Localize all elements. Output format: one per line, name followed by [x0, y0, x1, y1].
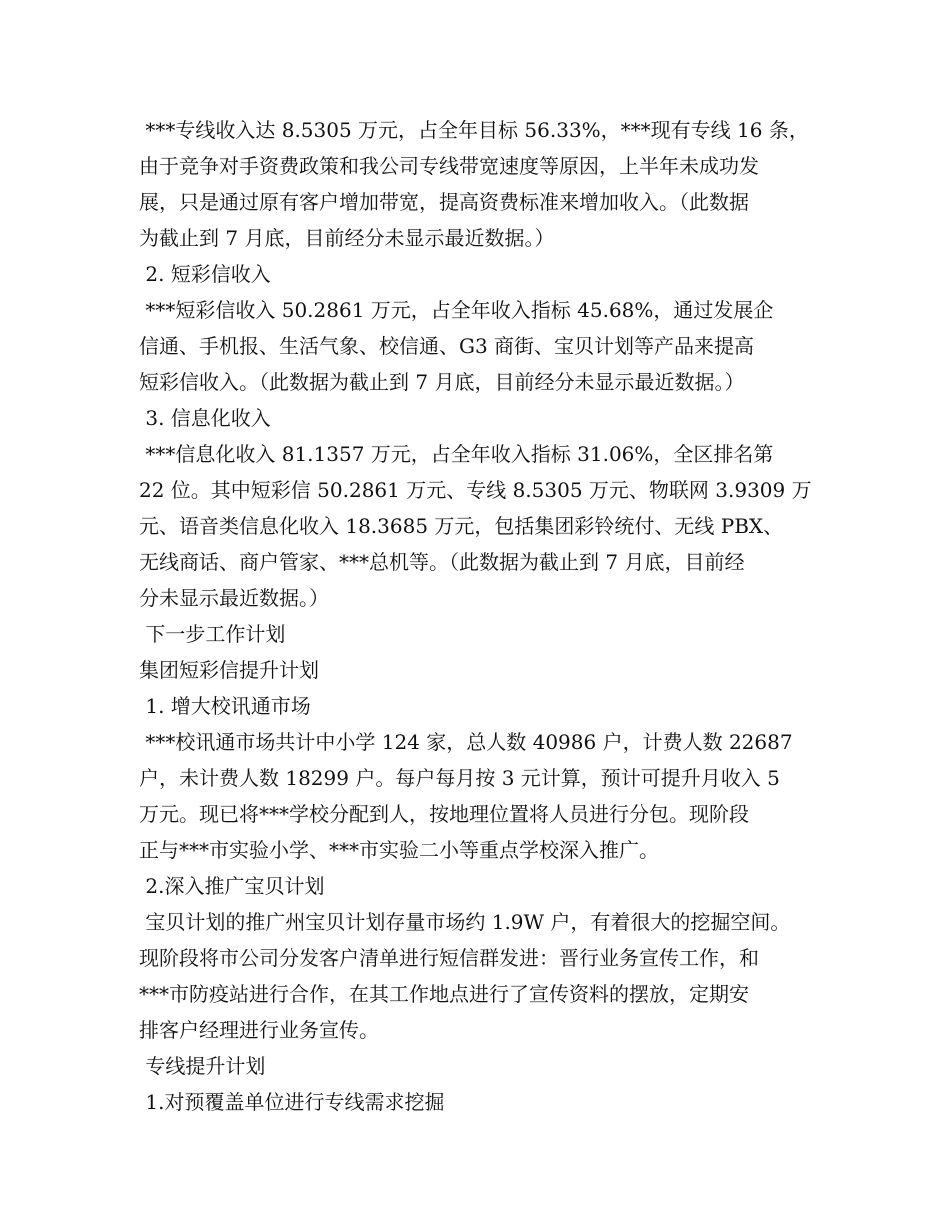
paragraph-line: 宝贝计划的推广州宝贝计划存量市场约 1.9W 户，有着很大的挖掘空间。 [139, 910, 791, 934]
paragraph-line: 分未显示最近数据。） [139, 586, 329, 610]
section-heading: 1.对预覆盖单位进行专线需求挖掘 [139, 1090, 445, 1114]
paragraph-line: 现阶段将市公司分发客户清单进行短信群发进：晋行业务宣传工作，和 [139, 946, 759, 970]
section-heading: 专线提升计划 [139, 1054, 266, 1078]
paragraph-line: 展，只是通过原有客户增加带宽，提高资费标准来增加收入。（此数据 [139, 190, 749, 214]
paragraph-line: 短彩信收入。（此数据为截止到 7 月底，目前经分未显示最近数据。） [139, 370, 745, 394]
paragraph-line: 22 位。其中短彩信 50.2861 万元、专线 8.5305 万元、物联网 3.9309 万 [139, 478, 812, 502]
section-heading: 2.深入推广宝贝计划 [139, 874, 325, 898]
paragraph-line: 正与***市实验小学、***市实验二小等重点学校深入推广。 [139, 838, 659, 862]
paragraph-line: ***校讯通市场共计中小学 124 家，总人数 40986 户，计费人数 22687 [139, 730, 793, 754]
paragraph-line: 排客户经理进行业务宣传。 [139, 1018, 379, 1042]
section-heading: 1. 增大校讯通市场 [139, 694, 311, 718]
document-body [139, 112, 829, 1120]
paragraph-line: 元、语音类信息化收入 18.3685 万元，包括集团彩铃统付、无线 PBX、 [139, 514, 784, 538]
paragraph-line: 信通、手机报、生活气象、校信通、G3 商街、宝贝计划等产品来提高 [139, 334, 755, 358]
paragraph-line: 无线商话、商户管家、***总机等。（此数据为截止到 7 月底，目前经 [139, 550, 745, 574]
paragraph-line: 万元。现已将***学校分配到人，按地理位置将人员进行分包。现阶段 [139, 802, 749, 826]
paragraph-line: 户，未计费人数 18299 户。每户每月按 3 元计算，预计可提升月收入 5 [139, 766, 780, 790]
paragraph-line: ***信息化收入 81.1357 万元，占全年收入指标 31.06%，全区排名第 [139, 442, 774, 466]
section-heading: 下一步工作计划 [139, 622, 286, 646]
paragraph-line: 为截止到 7 月底，目前经分未显示最近数据。） [139, 226, 555, 250]
section-heading: 3. 信息化收入 [139, 406, 271, 430]
paragraph-line: 由于竞争对手资费政策和我公司专线带宽速度等原因，上半年未成功发 [139, 154, 759, 178]
paragraph-line: ***专线收入达 8.5305 万元，占全年目标 56.33%，***现有专线 16 条， [139, 118, 809, 142]
section-heading: 集团短彩信提升计划 [139, 658, 319, 682]
section-heading: 2. 短彩信收入 [139, 262, 271, 286]
paragraph-line: ***短彩信收入 50.2861 万元，占全年收入指标 45.68%，通过发展企 [139, 298, 774, 322]
paragraph-line: ***市防疫站进行合作，在其工作地点进行了宣传资料的摆放，定期安 [139, 982, 749, 1006]
